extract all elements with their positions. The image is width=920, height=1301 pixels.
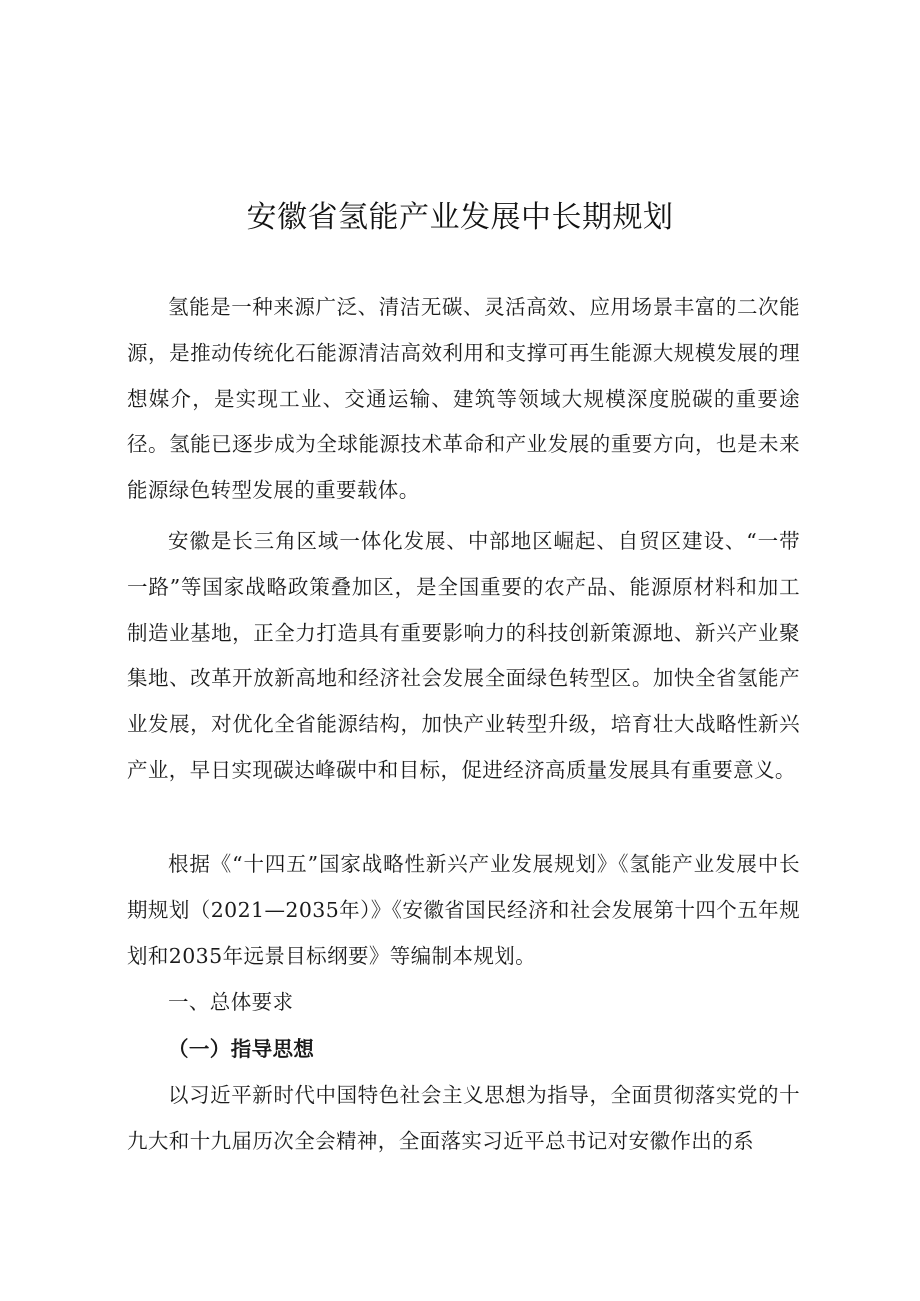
subsection-heading-guiding-ideology: （一）指导思想: [168, 1037, 315, 1061]
paragraph-intro-2: 安徽是长三角区域一体化发展、中部地区崛起、自贸区建设、“一带一路”等国家战略政策叠加区，是全国重要的农产品、能源原材料和加工制造业基地，正全力打造具有重要影响力的科技创新策源地、新兴产业聚集地、改革开放新高地和经济社会发展全面绿色转型区。加快全省氢能产业发展，对优化全省能源结构，加快产业转型升级，培育壮大战略性新兴产业，早日实现碳达峰碳中和目标，促进经济高质量发展具有重要意义。: [127, 529, 800, 782]
paragraph-guiding-ideology-body: 以习近平新时代中国特色社会主义思想为指导，全面贯彻落实党的十九大和十九届历次全会精神，全面落实习近平总书记对安徽作出的系: [127, 1083, 800, 1153]
paragraph-intro-1: 氢能是一种来源广泛、清洁无碳、灵活高效、应用场景丰富的二次能源，是推动传统化石能源清洁高效利用和支撑可再生能源大规模发展的理想媒介，是实现工业、交通运输、建筑等领域大规模深度脱碳的重要途径。氢能已逐步成为全球能源技术革命和产业发展的重要方向，也是未来能源绿色转型发展的重要载体。: [127, 295, 800, 503]
document-title: 安徽省氢能产业发展中长期规划: [246, 200, 674, 235]
section-heading-general-requirements: 一、总体要求: [168, 990, 294, 1014]
paragraph-intro-3: 根据《“十四五”国家战略性新兴产业发展规划》《氢能产业发展中长期规划（2021—2035年）》《安徽省国民经济和社会发展第十四个五年规划和2035年远景目标纲要》等编制本规划。: [127, 852, 800, 968]
